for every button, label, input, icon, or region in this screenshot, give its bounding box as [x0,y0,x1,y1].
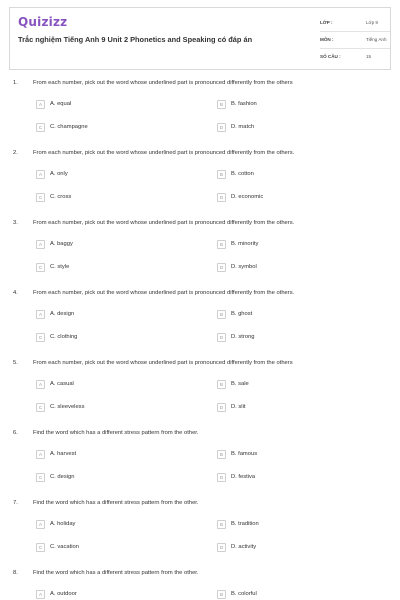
option-text: C. cross [50,194,72,200]
option-text: A. equal [50,101,72,107]
option-text: C. style [50,264,70,270]
option-key-box[interactable]: B [217,520,226,529]
meta-row-question-count [320,51,390,66]
option-key-box[interactable]: A [36,100,45,109]
question-number: 3. [13,220,18,226]
meta-label: SỐ CÂU : [320,54,341,59]
option-text: D. festiva [231,474,256,480]
question-text: Find the word which has a different stress pattern from the other. [33,430,199,436]
question-item [0,290,400,360]
option-text: C. clothing [50,334,78,340]
meta-row-subject [320,34,390,49]
option-key-box[interactable]: B [217,380,226,389]
option-key-box[interactable]: C [36,333,45,342]
option-text: A. casual [50,381,74,387]
option-text: A. holiday [50,521,76,527]
question-text: From each number, pick out the word whose underlined part is pronounced differently from the others [33,360,293,366]
question-item [0,80,400,150]
option-text: A. design [50,311,75,317]
question-text: From each number, pick out the word whose underlined part is pronounced differently from the others. [33,150,295,156]
option-key-box[interactable]: D [217,473,226,482]
question-item [0,360,400,430]
option-key-box[interactable]: A [36,590,45,599]
option-text: B. colorful [231,591,257,597]
option-text: C. vacation [50,544,79,550]
option-key-box[interactable]: D [217,403,226,412]
option-key-box[interactable]: D [217,543,226,552]
option-key-box[interactable]: C [36,123,45,132]
worksheet-meta [320,17,390,68]
option-key-box[interactable]: C [36,193,45,202]
question-item [0,430,400,500]
option-text: A. baggy [50,241,73,247]
option-key-box[interactable]: D [217,193,226,202]
question-text: From each number, pick out the word whose underlined part is pronounced differently from the others. [33,290,295,296]
option-key-box[interactable]: C [36,473,45,482]
option-text: C. champagne [50,124,88,130]
meta-value: 15 [366,54,372,59]
option-text: D. slit [231,404,246,410]
option-key-box[interactable]: A [36,170,45,179]
worksheet-header [9,7,391,70]
option-text: A. outdoor [50,591,77,597]
option-key-box[interactable]: A [36,240,45,249]
option-key-box[interactable]: C [36,543,45,552]
option-text: D. symbol [231,264,257,270]
option-text: C. sleeveless [50,404,85,410]
quizizz-logo[interactable]: Quizizz [18,15,68,29]
question-text: Find the word which has a different stress pattern from the other. [33,570,199,576]
option-text: B. sale [231,381,249,387]
question-number: 1. [13,80,18,86]
option-key-box[interactable]: D [217,333,226,342]
meta-value: Tiếng Anh [366,37,387,42]
option-text: A. harvest [50,451,77,457]
option-text: D. economic [231,194,264,200]
meta-label: MÔN : [320,37,334,42]
option-text: B. famous [231,451,258,457]
question-item [0,570,400,600]
meta-row-class [320,17,390,32]
option-text: D. match [231,124,255,130]
option-key-box[interactable]: A [36,520,45,529]
option-key-box[interactable]: A [36,450,45,459]
option-key-box[interactable]: B [217,240,226,249]
option-key-box[interactable]: B [217,100,226,109]
meta-value: Lớp 9 [366,20,378,25]
question-number: 6. [13,430,18,436]
option-key-box[interactable]: A [36,380,45,389]
question-number: 2. [13,150,18,156]
option-text: A. only [50,171,68,177]
question-number: 7. [13,500,18,506]
worksheet-title: Trắc nghiệm Tiếng Anh 9 Unit 2 Phonetics and Speaking có đáp án [18,35,253,44]
option-text: D. activity [231,544,257,550]
option-text: B. cotton [231,171,254,177]
option-key-box[interactable]: D [217,263,226,272]
option-text: B. tradition [231,521,259,527]
question-number: 4. [13,290,18,296]
option-text: D. strong [231,334,255,340]
question-text: From each number, pick out the word whose underlined part is pronounced differently from the others [33,80,293,86]
option-text: B. fashion [231,101,257,107]
option-text: B. minority [231,241,259,247]
meta-label: LỚP : [320,20,333,25]
question-text: Find the word which has a different stress pattern from the other. [33,500,199,506]
question-item [0,220,400,290]
question-item [0,150,400,220]
option-key-box[interactable]: B [217,170,226,179]
option-key-box[interactable]: B [217,310,226,319]
option-text: C. design [50,474,75,480]
option-key-box[interactable]: C [36,403,45,412]
question-number: 5. [13,360,18,366]
option-key-box[interactable]: C [36,263,45,272]
option-key-box[interactable]: B [217,590,226,599]
question-item [0,500,400,570]
option-key-box[interactable]: D [217,123,226,132]
option-text: B. ghost [231,311,253,317]
option-key-box[interactable]: A [36,310,45,319]
question-number: 8. [13,570,18,576]
question-text: From each number, pick out the word whose underlined part is pronounced differently from the others. [33,220,295,226]
option-key-box[interactable]: B [217,450,226,459]
